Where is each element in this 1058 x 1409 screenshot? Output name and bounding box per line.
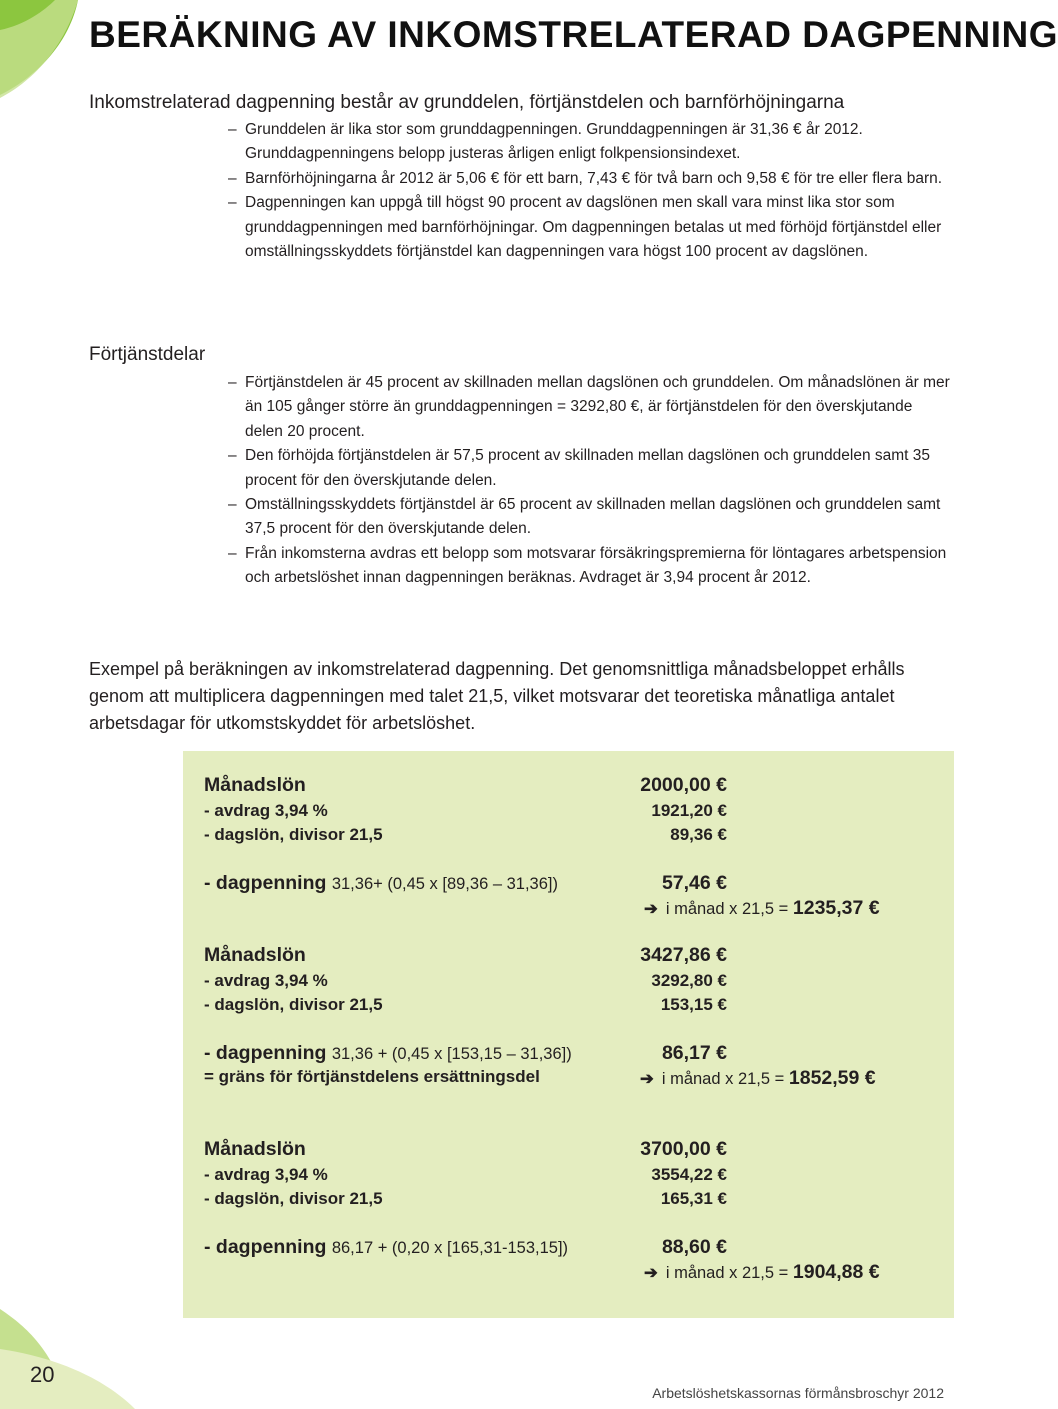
components-list — [228, 371, 950, 591]
section-heading-fortjanstdelar: Förtjänstdelar — [89, 344, 206, 365]
list-item: – Från inkomsterna avdras ett belopp som motsvarar försäkringspremierna för löntagares arbetspension och arbetslöshet innan dagpenningen beräknas. Avdraget är 3,94 procent år 2012. — [228, 544, 947, 587]
ex2-salary-row: Månadslön 3427,86 € — [204, 944, 727, 966]
ex3-daily-row: - dagslön, divisor 21,5 165,31 € — [204, 1189, 727, 1208]
intro-list — [228, 118, 950, 264]
footer-text: Arbetslöshetskassornas förmånsbroschyr 2012 — [652, 1385, 944, 1401]
calculation-box — [183, 751, 954, 1318]
ex3-monthly-row: ➔ i månad x 21,5 = 1904,88 € — [644, 1261, 880, 1283]
intro-heading: Inkomstrelaterad dagpenning består av grunddelen, förtjänstdelen och barnförhöjningarna — [89, 92, 845, 113]
list-item: – Dagpenningen kan uppgå till högst 90 procent av dagslönen men skall vara minst lika stor som grunddagpenningen med barnförhöjningar. Om dagpenningen betalas ut med förhöjd förtjänstdel eller omställningsskyddets förtjänstdel kan dagpenningen vara högst 100 procent av dagslönen. — [228, 194, 942, 261]
arrow-icon: ➔ — [644, 900, 658, 918]
ex3-salary-row: Månadslön 3700,00 € — [204, 1138, 727, 1160]
ex2-daily-row: - dagslön, divisor 21,5 153,15 € — [204, 995, 727, 1014]
ex3-benefit-row: - dagpenning 86,17 + (0,20 x [165,31-153,15]) 88,60 € — [204, 1236, 727, 1258]
ex1-salary-row: Månadslön 2000,00 € — [204, 774, 727, 796]
ex1-monthly-row: ➔ i månad x 21,5 = 1235,37 € — [644, 897, 880, 919]
arrow-icon: ➔ — [640, 1070, 654, 1088]
list-item: – Barnförhöjningarna år 2012 är 5,06 € för ett barn, 7,43 € för två barn och 9,58 € för tre eller flera barn. — [228, 169, 943, 187]
ex2-limit-row: = gräns för förtjänstdelens ersättningsdel ➔ i månad x 21,5 = 1852,59 € — [204, 1067, 876, 1089]
list-item: – Grunddelen är lika stor som grunddagpenningen. Grunddagpenningen är 31,36 € år 2012. Grunddagpenningens belopp justeras årligen enligt folkpensionsindexet. — [228, 121, 863, 163]
list-item: – Omställningsskyddets förtjänstdel är 65 procent av skillnaden mellan dagslönen och grunddelen samt 37,5 procent för den överskjutande delen. — [228, 496, 941, 538]
ex3-deduction-row: - avdrag 3,94 % 3554,22 € — [204, 1165, 727, 1184]
leaf-decoration-top — [0, 0, 90, 110]
page-number: 20 — [30, 1362, 55, 1387]
leaf-decoration-bottom — [0, 1309, 140, 1409]
arrow-icon: ➔ — [644, 1264, 658, 1282]
ex1-benefit-row: - dagpenning 31,36+ (0,45 x [89,36 – 31,36]) 57,46 € — [204, 872, 727, 894]
page-title: BERÄKNING AV INKOMSTRELATERAD DAGPENNING — [89, 14, 1058, 55]
ex1-daily-row: - dagslön, divisor 21,5 89,36 € — [204, 825, 727, 844]
example-paragraph: Exempel på beräkningen av inkomstrelaterad dagpenning. Det genomsnittliga månadsbeloppet erhålls genom att multiplicera dagpenningen med talet 21,5, vilket motsvarar det teoretiska månatliga antalet arbetsdagar för utkomstskyddet för arbetslöshet. — [89, 659, 905, 733]
ex2-deduction-row: - avdrag 3,94 % 3292,80 € — [204, 971, 727, 990]
ex2-benefit-row: - dagpenning 31,36 + (0,45 x [153,15 – 31,36]) 86,17 € — [204, 1042, 727, 1064]
ex1-deduction-row: - avdrag 3,94 % 1921,20 € — [204, 801, 727, 820]
list-item: – Den förhöjda förtjänstdelen är 57,5 procent av skillnaden mellan dagslönen och grunddelen samt 35 procent för den överskjutande delen. — [228, 447, 931, 489]
list-item: – Förtjänstdelen är 45 procent av skillnaden mellan dagslönen och grunddelen. Om månadslönen är mer än 105 gånger större än grunddagpenningen = 3292,80 €, är förtjänstdelen för den överskjutande delen 20 procent. — [228, 374, 950, 440]
